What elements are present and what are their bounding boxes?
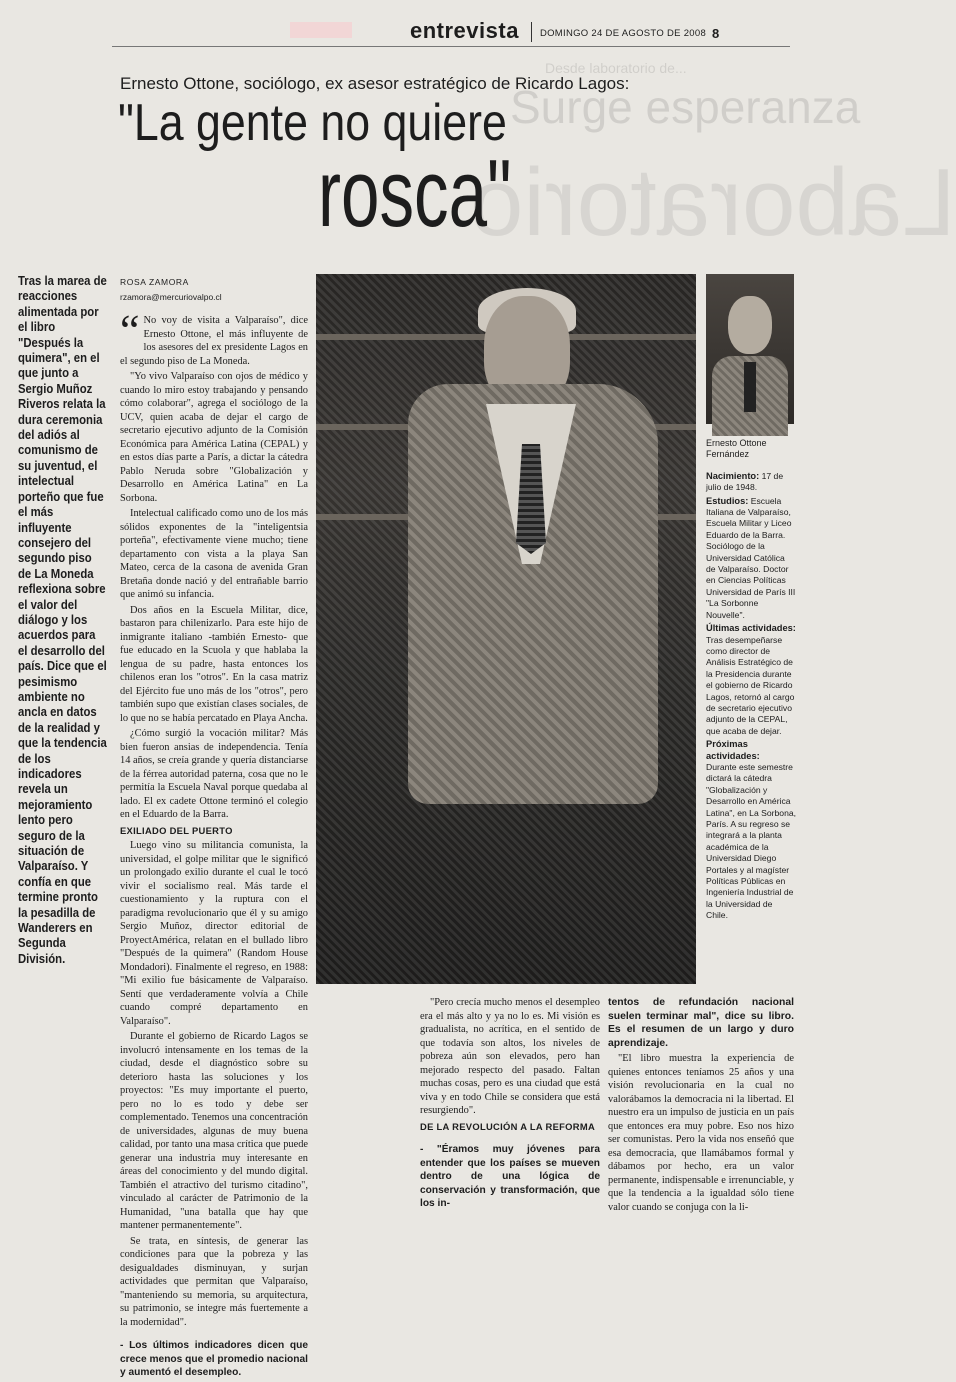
profile-label: Nacimiento: [706, 470, 760, 481]
profile-box [706, 438, 796, 924]
paragraph: "El libro muestra la experiencia de quienes entonces teníamos 25 años y una visión revolucionaria en la cual no valorábamos la democracia ni la libertad. El nuestro era un impulso de justicia en un país que entonces era muy pobre. Eso nos hizo ser comunistas. Pero la vida nos enseñó que esa democracia, que llamábamos formal y dábamos por hecho, era un valor permanente, indispensable e irrenunciable, y que la tendencia a la igualdad sólo tiene valor cuando se conjuga con la li- [608, 1053, 794, 1213]
article-summary: Tras la marea de reacciones alimentada por el libro "Después la quimera", en el que junto a Sergio Muñoz Riveros relata la dura ceremonia del adiós al comunismo de su juventud, el intelectual porteño que fue el más influyente consejero del segundo piso de La Moneda reflexiona sobre el valor del diálogo y los acuerdos para el desarrollo del país. Dice que el pesimismo ambiente no ancla en datos de la realidad y que la tendencia de los indicadores revela un mejoramiento lento pero seguro de la situación de Valparaíso. Y confía en que termine pronto la pesadilla de Wanderers en Segunda División. [18, 274, 107, 966]
profile-activities [706, 623, 796, 737]
issue-date: DOMINGO 24 DE AGOSTO DE 2008 [539, 28, 707, 39]
byline-author: ROSA ZAMORA [120, 277, 189, 287]
profile-value: Tras desempeñarse como director de Análisis Estratégico de la Presidencia durante el gobierno de Ricardo Lagos, retornó al cargo de secretario ejecutivo adjunto de la CEPAL, que acaba de dejar. [706, 634, 795, 736]
header-divider [531, 22, 532, 42]
paragraph [120, 306, 308, 368]
profile-label: Últimas actividades: [706, 623, 796, 634]
section-name: entrevista [410, 18, 519, 43]
question: - "Éramos muy jóvenes para entender que los países se mueven dentro de una lógica de conservación y transformación, que los in- [420, 1144, 600, 1209]
article-column-2 [420, 996, 600, 1213]
question: - Los últimos indicadores dicen que crece menos que el promedio nacional y aumentó el desempleo. [120, 1340, 308, 1378]
page-header [410, 14, 790, 44]
profile-label: Próximas actividades: [706, 739, 760, 761]
paragraph: "Yo vivo Valparaíso con ojos de médico y cuando lo miro estoy trabajando y pensando cómo colaborar", agrega el sociólogo de la UCV, quien acaba de dejar el cargo de secretario ejecutivo adjunto de la Comisión Económica para América Latina (CEPAL) y en estos días parte a París, a dictar la cátedra Pablo Neruda sobre "Globalización y Desarrollo en América Latina" en La Sorbona. [120, 371, 308, 504]
paragraph: "Pero crecía mucho menos el desempleo era el más alto y ya no lo es. Mi visión es gradualista, no acrítica, en el sentido de que todavía son altos, los niveles de pobreza aún son elevados, pero han mejorado respecto del pasado. Faltan muchas cosas, pero es una ciudad que está viva y en todo Chile se considera que está resurgiendo". [420, 997, 600, 1116]
profile-tie [744, 362, 756, 412]
profile-name: Ernesto Ottone Fernández [706, 438, 767, 460]
paragraph: Luego vino su militancia comunista, la universidad, el golpe militar que le significó un prolongado exilio durante el cual le tocó vivir el socialismo real. Más tarde el cuestionamiento y la ruptura con el paradigma revolucionario que él y su amigo Sergio Muñoz, director editorial de ProyectAmérica, relatan en el bullado libro "Después de la quimera" (Random House Mondadori). Finalmente el regreso, en 1988: "Mi exilio fue básicamente de Valparaíso. Sentí que verdaderamente volvía a Chile cuando compré departamento en Valparaíso". [120, 840, 308, 1027]
show-through-text: Surge esperanza [510, 81, 861, 133]
paragraph: ¿Cómo surgió la vocación militar? Más bien fueron ansias de independencia. Tenía 14 años, se creía grande y quería distanciarse de la férrea autoridad paterna, cosa que no le permitía la Escuela Naval porque quedaba al lado. El ex cadete Ottone terminó el colegio en el Eduardo de la Barra. [120, 728, 308, 820]
paragraph: Intelectual calificado como uno de los más sólidos exponentes de la "inteligentsia porteña", efectivamente viene mucho; tiene departamento con vista a la playa San Mateo, cerca de la casona de avenida Gran Bretaña donde nació y del entrañable barrio que animó su infancia. [120, 508, 308, 600]
profile-studies [706, 496, 796, 621]
show-through-text: Desde laboratorio de... [545, 60, 687, 76]
byline-email: rzamora@mercuriovalpo.cl [120, 291, 222, 302]
profile-next [706, 739, 796, 922]
page-number: 8 [712, 26, 720, 41]
profile-value: 17 de julio de 1948. [706, 470, 784, 493]
article-column-1 [120, 276, 308, 1382]
article-column-3 [608, 996, 794, 1216]
interview-photo [316, 274, 696, 984]
opening-quote-glyph: “ [120, 306, 140, 355]
paragraph: Dos años en la Escuela Militar, dice, bastaron para chilenizarlo. Para este hijo de inmigrante italiano -también Ernesto- que fue educado en la Scuola y que hablaba la lengua de su padre, hasta entonces los chilenos eran los "otros". En la casa matriz del Ejército fue uno más de los "otros", pero también supo que existían clases sociales, de lo que no se había percatado en Playa Ancha. [120, 604, 308, 724]
paragraph: Durante el gobierno de Ricardo Lagos se involucró intensamente en los temas de la ciudad, desde el diagnóstico sobre su deterioro hasta las soluciones y los proyectos: "Es muy importante el puerto, pero no lo es todo y debe ser complementado. Tenemos una concentración de universidades, algunas de muy buena calidad, por tanto una masa crítica que puede generar una industria muy interesante en áreas del conocimiento y del mundo digital. También el atractivo del turismo citadino", vinculado al carácter de Patrimonio de la Humanidad, "una batalla que hay que mantener permanentemente". [120, 1031, 308, 1231]
headline-line-1: "La gente no quiere [118, 94, 507, 152]
header-rule [112, 46, 790, 47]
profile-value: Durante este semestre dictará la cátedra "Globalización y Desarrollo en América Latina", en La Sorbona, París. A su regreso se integrará a la planta académica de la Universidad Diego Portales y al magíster Políticas Públicas en Ingeniería Industrial de la Universidad de Chile. [706, 761, 797, 921]
profile-birth [706, 471, 796, 494]
show-through-text: Laboratorio [470, 149, 956, 256]
question-continued: tentos de refundación nacional suelen terminar mal", dice su libro. Es el resumen de un largo y duro aprendizaje. [608, 997, 794, 1049]
headline-kicker: Ernesto Ottone, sociólogo, ex asesor estratégico de Ricardo Lagos: [120, 74, 630, 93]
color-stamp [290, 22, 352, 38]
profile-photo [706, 274, 794, 424]
paragraph: Se trata, en síntesis, de generar las condiciones para que la pobreza y las desigualdades disminuyan, y surjan actividades que permitan que Valparaíso, "manteniendo su memoria, su arquitectura, su patrimonio, se integre más fuertemente a la modernidad". [120, 1235, 308, 1328]
headline-line-2: rosca" [318, 140, 512, 247]
profile-value: Escuela Italiana de Valparaíso, Escuela Militar y Liceo Eduardo de la Barra. Sociólogo de la Universidad Católica de Valparaíso. Doctor en Ciencias Políticas Universidad de París III "La Sorbonne Nouvelle". [706, 495, 796, 620]
paragraph-text: No voy de visita a Valparaíso", dice Ernesto Ottone, el más influyente de los asesores del ex presidente Lagos en el segundo piso de La Moneda. [120, 315, 308, 367]
profile-label: Estudios: [706, 495, 749, 506]
subheading: DE LA REVOLUCIÓN A LA REFORMA [420, 1120, 596, 1132]
subheading: EXILIADO DEL PUERTO [120, 824, 233, 836]
profile-head [728, 296, 772, 354]
